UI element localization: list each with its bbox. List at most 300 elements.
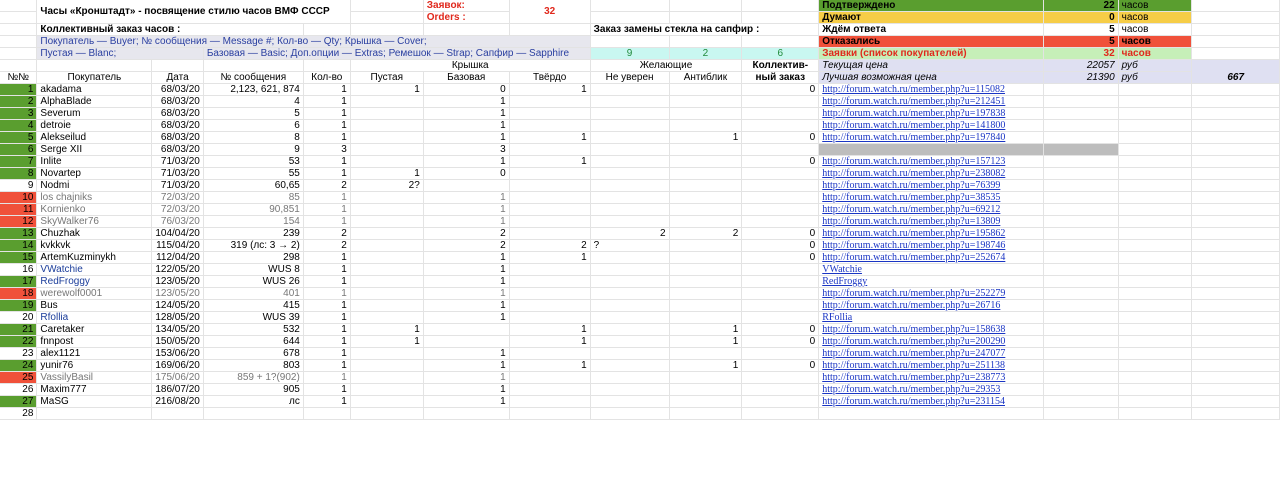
row-qty: 1 xyxy=(303,324,350,336)
row-hard: 1 xyxy=(509,324,590,336)
row-blank xyxy=(350,216,423,228)
row-profile-link[interactable] xyxy=(819,120,1044,132)
table-row[interactable] xyxy=(0,288,1280,300)
empty-cell xyxy=(1043,372,1118,384)
row-anti xyxy=(669,384,742,396)
row-profile-link[interactable] xyxy=(819,396,1044,408)
row-blank xyxy=(350,108,423,120)
legend-line-1: Покупатель — Buyer; № сообщения — Message #; Кол-во — Qty; Крышка — Cover; xyxy=(37,36,590,48)
row-qty: 1 xyxy=(303,300,350,312)
empty-cell xyxy=(1192,336,1280,348)
row-unsure xyxy=(590,252,669,264)
profile-link[interactable]: http://forum.watch.ru/member.php?u=198746 xyxy=(822,240,1006,251)
row-qty: 1 xyxy=(303,96,350,108)
row-blank xyxy=(350,120,423,132)
row-hard xyxy=(509,372,590,384)
row-hard xyxy=(509,96,590,108)
profile-link[interactable]: http://forum.watch.ru/member.php?u=157123 xyxy=(822,156,1006,167)
row-message: 859 + 1?(902) xyxy=(203,372,303,384)
table-row[interactable] xyxy=(0,84,1280,96)
row-unsure xyxy=(590,192,669,204)
row-anti xyxy=(669,120,742,132)
empty-cell xyxy=(1192,228,1280,240)
row-buyer: Chuzhak xyxy=(37,228,152,240)
status-thinking-value: 0 xyxy=(1043,12,1118,24)
row-collective: 0 xyxy=(742,360,819,372)
profile-link[interactable]: http://forum.watch.ru/member.php?u=158638 xyxy=(822,324,1006,335)
row-qty: 1 xyxy=(303,396,350,408)
row-buyer: alex1121 xyxy=(37,348,152,360)
row-number: 14 xyxy=(0,240,37,252)
table-row[interactable] xyxy=(0,360,1280,372)
empty-cell xyxy=(1192,396,1280,408)
empty-cell xyxy=(1118,252,1192,264)
table-row[interactable] xyxy=(0,216,1280,228)
table-row[interactable] xyxy=(0,396,1280,408)
header-anti: Антиблик xyxy=(669,72,742,84)
profile-link[interactable]: http://forum.watch.ru/member.php?u=29353 xyxy=(822,384,1001,395)
row-message: 803 xyxy=(203,360,303,372)
table-row[interactable] xyxy=(0,156,1280,168)
row-date: 72/03/20 xyxy=(152,192,204,204)
row-number: 20 xyxy=(0,312,37,324)
profile-link[interactable]: http://forum.watch.ru/member.php?u=212451 xyxy=(822,96,1006,107)
row-blank xyxy=(350,96,423,108)
legend-line-2: Пустая — Blanc; xyxy=(37,48,203,60)
row-basic: 2 xyxy=(423,228,509,240)
table-row[interactable] xyxy=(0,96,1280,108)
row-qty: 1 xyxy=(303,288,350,300)
empty-cell xyxy=(1043,96,1118,108)
row-blank xyxy=(350,276,423,288)
row-hard xyxy=(509,408,590,420)
orders-label: Заявок: xyxy=(423,0,509,12)
row-unsure xyxy=(590,180,669,192)
status-thinking-label: Думают xyxy=(819,12,1044,24)
empty-cell xyxy=(1192,156,1280,168)
table-row[interactable] xyxy=(0,180,1280,192)
row-unsure xyxy=(590,132,669,144)
row-unsure: 2 xyxy=(590,228,669,240)
row-profile-link[interactable] xyxy=(819,192,1044,204)
row-message: WUS 8 xyxy=(203,264,303,276)
row-date xyxy=(152,408,204,420)
empty-cell xyxy=(1043,120,1118,132)
row-profile-link[interactable] xyxy=(819,108,1044,120)
row-basic: 1 xyxy=(423,252,509,264)
status-refused-unit: часов xyxy=(1118,36,1192,48)
empty-cell xyxy=(1192,180,1280,192)
empty-cell xyxy=(1192,300,1280,312)
row-anti xyxy=(669,144,742,156)
profile-link[interactable]: http://forum.watch.ru/member.php?u=197840 xyxy=(822,132,1006,143)
row-buyer: ArtemKuzminykh xyxy=(37,252,152,264)
empty-cell xyxy=(1118,216,1192,228)
row-date: 104/04/20 xyxy=(152,228,204,240)
summary-unsure: 2 xyxy=(669,48,742,60)
row-basic: 1 xyxy=(423,264,509,276)
row-anti xyxy=(669,96,742,108)
row-profile-link[interactable] xyxy=(819,276,1044,288)
row-hard xyxy=(509,108,590,120)
row-date: 115/04/20 xyxy=(152,240,204,252)
table-row[interactable] xyxy=(0,120,1280,132)
empty-cell xyxy=(1118,348,1192,360)
table-row[interactable] xyxy=(0,144,1280,156)
row-message: 644 xyxy=(203,336,303,348)
row-buyer: RedFroggy xyxy=(37,276,152,288)
status-best-label: Лучшая возможная цена xyxy=(819,72,1044,84)
row-profile-link[interactable] xyxy=(819,264,1044,276)
row-number: 24 xyxy=(0,360,37,372)
profile-link[interactable]: http://forum.watch.ru/member.php?u=197838 xyxy=(822,108,1006,119)
profile-link[interactable]: http://forum.watch.ru/member.php?u=251138 xyxy=(822,360,1005,371)
empty-cell xyxy=(1118,288,1192,300)
row-message xyxy=(203,408,303,420)
row-number: 25 xyxy=(0,372,37,384)
empty-cell xyxy=(1192,288,1280,300)
row-anti xyxy=(669,216,742,228)
profile-link[interactable]: http://forum.watch.ru/member.php?u=115082 xyxy=(822,84,1005,95)
row-unsure xyxy=(590,384,669,396)
profile-link[interactable]: http://forum.watch.ru/member.php?u=247077 xyxy=(822,348,1006,359)
row-anti xyxy=(669,300,742,312)
row-qty: 1 xyxy=(303,264,350,276)
profile-link[interactable]: http://forum.watch.ru/member.php?u=141800 xyxy=(822,120,1006,131)
row-message: 55 xyxy=(203,168,303,180)
summary-anti: 6 xyxy=(742,48,819,60)
row-basic xyxy=(423,324,509,336)
table-row[interactable] xyxy=(0,264,1280,276)
orders-label-en: Orders : xyxy=(423,12,509,24)
row-anti xyxy=(669,204,742,216)
row-anti: 1 xyxy=(669,336,742,348)
table-row[interactable] xyxy=(0,168,1280,180)
row-profile-link[interactable] xyxy=(819,372,1044,384)
empty-cell xyxy=(1192,372,1280,384)
row-profile-link[interactable] xyxy=(819,360,1044,372)
row-message: 532 xyxy=(203,324,303,336)
row-collective xyxy=(742,144,819,156)
table-row[interactable] xyxy=(0,312,1280,324)
table-row[interactable] xyxy=(0,300,1280,312)
row-unsure xyxy=(590,120,669,132)
row-date: 175/06/20 xyxy=(152,372,204,384)
profile-link[interactable]: http://forum.watch.ru/member.php?u=69212 xyxy=(822,204,1001,215)
row-date: 76/03/20 xyxy=(152,216,204,228)
row-profile-link[interactable] xyxy=(819,204,1044,216)
table-row[interactable] xyxy=(0,204,1280,216)
row-number: 12 xyxy=(0,216,37,228)
row-anti xyxy=(669,264,742,276)
row-qty: 3 xyxy=(303,144,350,156)
row-buyer: SkyWalker76 xyxy=(37,216,152,228)
row-collective: 0 xyxy=(742,132,819,144)
row-date: 68/03/20 xyxy=(152,144,204,156)
row-date: 169/06/20 xyxy=(152,360,204,372)
empty-cell xyxy=(1043,348,1118,360)
legend-line-3: Базовая — Basic; Доп.опции — Extras; Ремешок — Strap; Сапфир — Sapphire xyxy=(203,48,590,60)
row-message: 85 xyxy=(203,192,303,204)
row-unsure xyxy=(590,264,669,276)
row-message: 2,123, 621, 874 xyxy=(203,84,303,96)
row-blank: 1 xyxy=(350,84,423,96)
row-collective: 0 xyxy=(742,240,819,252)
profile-link[interactable]: http://forum.watch.ru/member.php?u=26716 xyxy=(822,300,1001,311)
row-date: 72/03/20 xyxy=(152,204,204,216)
row-buyer: AlphaBlade xyxy=(37,96,152,108)
empty-cell xyxy=(1118,96,1192,108)
row-number: 19 xyxy=(0,300,37,312)
row-profile-link[interactable] xyxy=(819,156,1044,168)
table-row[interactable] xyxy=(0,192,1280,204)
row-profile-link[interactable] xyxy=(819,180,1044,192)
empty-cell xyxy=(1043,264,1118,276)
profile-link[interactable]: http://forum.watch.ru/member.php?u=252279 xyxy=(822,288,1006,299)
empty-cell xyxy=(1043,276,1118,288)
row-profile-link[interactable] xyxy=(819,252,1044,264)
row-anti xyxy=(669,312,742,324)
row-basic: 1 xyxy=(423,300,509,312)
row-profile-link[interactable] xyxy=(819,96,1044,108)
row-profile-link[interactable] xyxy=(819,300,1044,312)
row-anti xyxy=(669,156,742,168)
empty-cell xyxy=(1192,204,1280,216)
status-price-label: Текущая цена xyxy=(819,60,1044,72)
empty-cell xyxy=(1043,396,1118,408)
row-unsure xyxy=(590,408,669,420)
profile-link[interactable]: http://forum.watch.ru/member.php?u=231154 xyxy=(822,396,1005,407)
header-num: №№ xyxy=(0,72,37,84)
row-anti xyxy=(669,288,742,300)
empty-cell xyxy=(1043,144,1118,156)
table-row[interactable] xyxy=(0,240,1280,252)
row-message: 90,851 xyxy=(203,204,303,216)
row-basic: 1 xyxy=(423,360,509,372)
row-profile-link[interactable] xyxy=(819,324,1044,336)
row-message: 9 xyxy=(203,144,303,156)
empty-cell xyxy=(1043,300,1118,312)
row-blank: 1 xyxy=(350,336,423,348)
row-basic: 1 xyxy=(423,216,509,228)
profile-link[interactable]: http://forum.watch.ru/member.php?u=200290 xyxy=(822,336,1006,347)
row-blank xyxy=(350,228,423,240)
row-buyer: Caretaker xyxy=(37,324,152,336)
profile-link[interactable]: http://forum.watch.ru/member.php?u=76399 xyxy=(822,180,1001,191)
table-row[interactable] xyxy=(0,132,1280,144)
row-hard xyxy=(509,288,590,300)
row-profile-link[interactable] xyxy=(819,132,1044,144)
row-number: 4 xyxy=(0,120,37,132)
status-waiting-label: Ждём ответа xyxy=(819,24,1044,36)
status-confirmed-unit: часов xyxy=(1118,0,1192,12)
row-hard xyxy=(509,312,590,324)
empty-cell xyxy=(1043,336,1118,348)
row-hard: 2 xyxy=(509,240,590,252)
row-basic: 1 xyxy=(423,348,509,360)
profile-link[interactable]: http://forum.watch.ru/member.php?u=252674 xyxy=(822,252,1006,263)
row-qty: 1 xyxy=(303,84,350,96)
profile-link[interactable]: http://forum.watch.ru/member.php?u=195862 xyxy=(822,228,1006,239)
row-basic: 2 xyxy=(423,240,509,252)
row-profile-link[interactable] xyxy=(819,336,1044,348)
row-message: 415 xyxy=(203,300,303,312)
table-row[interactable] xyxy=(0,408,1280,420)
row-blank xyxy=(350,132,423,144)
row-hard: 1 xyxy=(509,84,590,96)
row-profile-link[interactable] xyxy=(819,240,1044,252)
table-row[interactable] xyxy=(0,384,1280,396)
empty-cell xyxy=(1192,324,1280,336)
row-date: 216/08/20 xyxy=(152,396,204,408)
profile-link[interactable]: RedFroggy xyxy=(822,276,868,287)
empty-cell xyxy=(1043,84,1118,96)
row-profile-link[interactable] xyxy=(819,288,1044,300)
row-basic: 1 xyxy=(423,372,509,384)
row-hard xyxy=(509,168,590,180)
row-collective: 0 xyxy=(742,252,819,264)
row-date: 150/05/20 xyxy=(152,336,204,348)
row-qty: 1 xyxy=(303,168,350,180)
collective-title: Коллективный заказ часов : xyxy=(37,24,303,36)
row-date: 134/05/20 xyxy=(152,324,204,336)
empty-cell xyxy=(1043,156,1118,168)
status-refused-value: 5 xyxy=(1043,36,1118,48)
row-unsure xyxy=(590,276,669,288)
row-collective: 0 xyxy=(742,228,819,240)
row-anti xyxy=(669,408,742,420)
row-profile-link[interactable] xyxy=(819,168,1044,180)
row-hard xyxy=(509,120,590,132)
table-row[interactable] xyxy=(0,228,1280,240)
table-row[interactable] xyxy=(0,372,1280,384)
row-profile-link[interactable] xyxy=(819,312,1044,324)
row-buyer: VassilyBasil xyxy=(37,372,152,384)
row-unsure: ? xyxy=(590,240,669,252)
row-profile-link[interactable] xyxy=(819,384,1044,396)
profile-link[interactable]: http://forum.watch.ru/member.php?u=13809 xyxy=(822,216,1001,227)
table-row[interactable] xyxy=(0,108,1280,120)
row-qty xyxy=(303,408,350,420)
row-unsure xyxy=(590,360,669,372)
row-hard xyxy=(509,228,590,240)
row-qty: 1 xyxy=(303,108,350,120)
empty-cell xyxy=(1192,276,1280,288)
row-number: 9 xyxy=(0,180,37,192)
row-buyer: Inlite xyxy=(37,156,152,168)
table-row[interactable] xyxy=(0,348,1280,360)
row-basic: 1 xyxy=(423,204,509,216)
row-qty: 1 xyxy=(303,276,350,288)
row-collective: 0 xyxy=(742,336,819,348)
row-blank xyxy=(350,264,423,276)
row-blank: 2? xyxy=(350,180,423,192)
row-hard xyxy=(509,396,590,408)
row-number: 5 xyxy=(0,132,37,144)
profile-link[interactable]: http://forum.watch.ru/member.php?u=238082 xyxy=(822,168,1006,179)
empty-cell xyxy=(1192,192,1280,204)
row-buyer: Kornienko xyxy=(37,204,152,216)
row-qty: 2 xyxy=(303,240,350,252)
row-number: 6 xyxy=(0,144,37,156)
table-row[interactable] xyxy=(0,324,1280,336)
row-unsure xyxy=(590,336,669,348)
row-qty: 1 xyxy=(303,336,350,348)
row-hard xyxy=(509,180,590,192)
row-basic: 1 xyxy=(423,156,509,168)
empty-cell xyxy=(1192,144,1280,156)
status-confirmed-label: Подтверждено xyxy=(819,0,1044,12)
status-waiting-unit: часов xyxy=(1118,24,1192,36)
row-number: 17 xyxy=(0,276,37,288)
empty-cell xyxy=(1192,312,1280,324)
empty-cell xyxy=(1192,348,1280,360)
empty-cell xyxy=(1118,324,1192,336)
row-hard xyxy=(509,216,590,228)
row-blank xyxy=(350,288,423,300)
table-row[interactable] xyxy=(0,336,1280,348)
row-blank: 1 xyxy=(350,324,423,336)
table-row[interactable] xyxy=(0,252,1280,264)
row-profile-link[interactable] xyxy=(819,216,1044,228)
status-side-value: 667 xyxy=(1192,60,1280,84)
row-unsure xyxy=(590,312,669,324)
table-row[interactable] xyxy=(0,276,1280,288)
row-blank: 1 xyxy=(350,168,423,180)
header-date: Дата xyxy=(152,72,204,84)
row-blank xyxy=(350,312,423,324)
row-anti xyxy=(669,180,742,192)
profile-link[interactable]: http://forum.watch.ru/member.php?u=238773 xyxy=(822,372,1006,383)
empty-cell xyxy=(1043,108,1118,120)
empty-cell xyxy=(1118,384,1192,396)
empty-cell xyxy=(1043,192,1118,204)
row-date: 122/05/20 xyxy=(152,264,204,276)
row-profile-link[interactable] xyxy=(819,84,1044,96)
row-profile-link[interactable] xyxy=(819,228,1044,240)
header-collective-2: ный заказ xyxy=(742,72,819,84)
row-date: 112/04/20 xyxy=(152,252,204,264)
status-price-value: 22057 xyxy=(1043,60,1118,72)
empty-cell xyxy=(1118,228,1192,240)
row-unsure xyxy=(590,348,669,360)
row-qty: 1 xyxy=(303,252,350,264)
profile-link[interactable]: VWatchie xyxy=(822,264,862,275)
row-qty: 1 xyxy=(303,348,350,360)
row-basic: 0 xyxy=(423,168,509,180)
row-buyer: Severum xyxy=(37,108,152,120)
row-number: 13 xyxy=(0,228,37,240)
row-anti xyxy=(669,192,742,204)
row-collective xyxy=(742,192,819,204)
row-basic: 1 xyxy=(423,288,509,300)
empty-cell xyxy=(1192,216,1280,228)
row-unsure xyxy=(590,288,669,300)
row-blank xyxy=(350,252,423,264)
row-date: 68/03/20 xyxy=(152,84,204,96)
row-basic: 1 xyxy=(423,120,509,132)
row-anti xyxy=(669,84,742,96)
profile-link[interactable]: RFollia xyxy=(822,312,853,323)
row-basic xyxy=(423,408,509,420)
profile-link[interactable]: http://forum.watch.ru/member.php?u=38535 xyxy=(822,192,1001,203)
row-buyer: Maxim777 xyxy=(37,384,152,396)
row-profile-link[interactable] xyxy=(819,348,1044,360)
row-basic: 1 xyxy=(423,276,509,288)
row-collective xyxy=(742,216,819,228)
status-requests-unit: часов xyxy=(1118,48,1192,60)
row-anti xyxy=(669,168,742,180)
